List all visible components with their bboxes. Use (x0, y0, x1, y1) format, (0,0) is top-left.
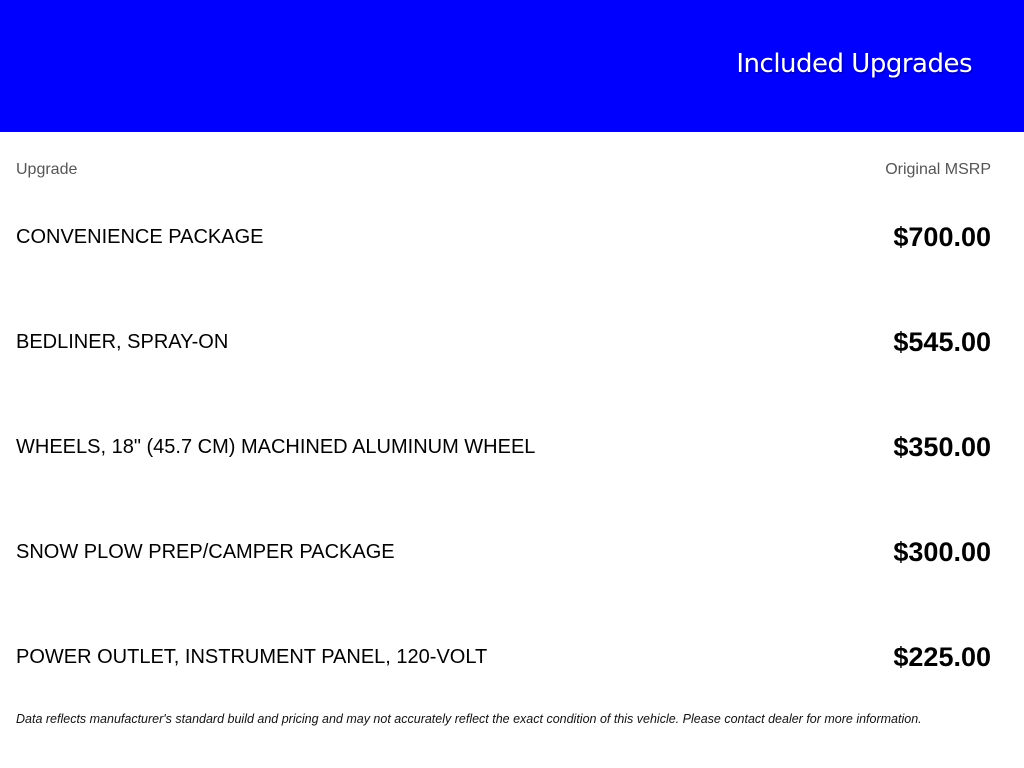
table-row (0, 322, 1024, 362)
header-banner (0, 0, 1024, 132)
table-row (0, 637, 1024, 677)
upgrade-price: $545.00 (893, 327, 991, 357)
disclaimer-text: Data reflects manufacturer's standard build and pricing and may not accurately reflect the exact condition of this vehicle. Please contact dealer for more information. (16, 712, 922, 726)
upgrade-name: BEDLINER, SPRAY-ON (16, 331, 229, 353)
column-header-msrp: Original MSRP (885, 161, 991, 178)
upgrade-price: $350.00 (893, 432, 991, 462)
table-row (0, 532, 1024, 572)
upgrade-name: WHEELS, 18" (45.7 CM) MACHINED ALUMINUM WHEEL (16, 436, 536, 458)
column-header-upgrade: Upgrade (16, 161, 78, 178)
table-row (0, 427, 1024, 467)
upgrade-name: POWER OUTLET, INSTRUMENT PANEL, 120-VOLT (16, 646, 488, 668)
page-title: Included Upgrades (736, 49, 972, 79)
upgrade-name: SNOW PLOW PREP/CAMPER PACKAGE (16, 541, 395, 563)
upgrade-price: $300.00 (893, 537, 991, 567)
upgrade-price: $700.00 (893, 222, 991, 252)
upgrade-price: $225.00 (893, 642, 991, 672)
table-row (0, 217, 1024, 257)
upgrade-name: CONVENIENCE PACKAGE (16, 226, 264, 248)
